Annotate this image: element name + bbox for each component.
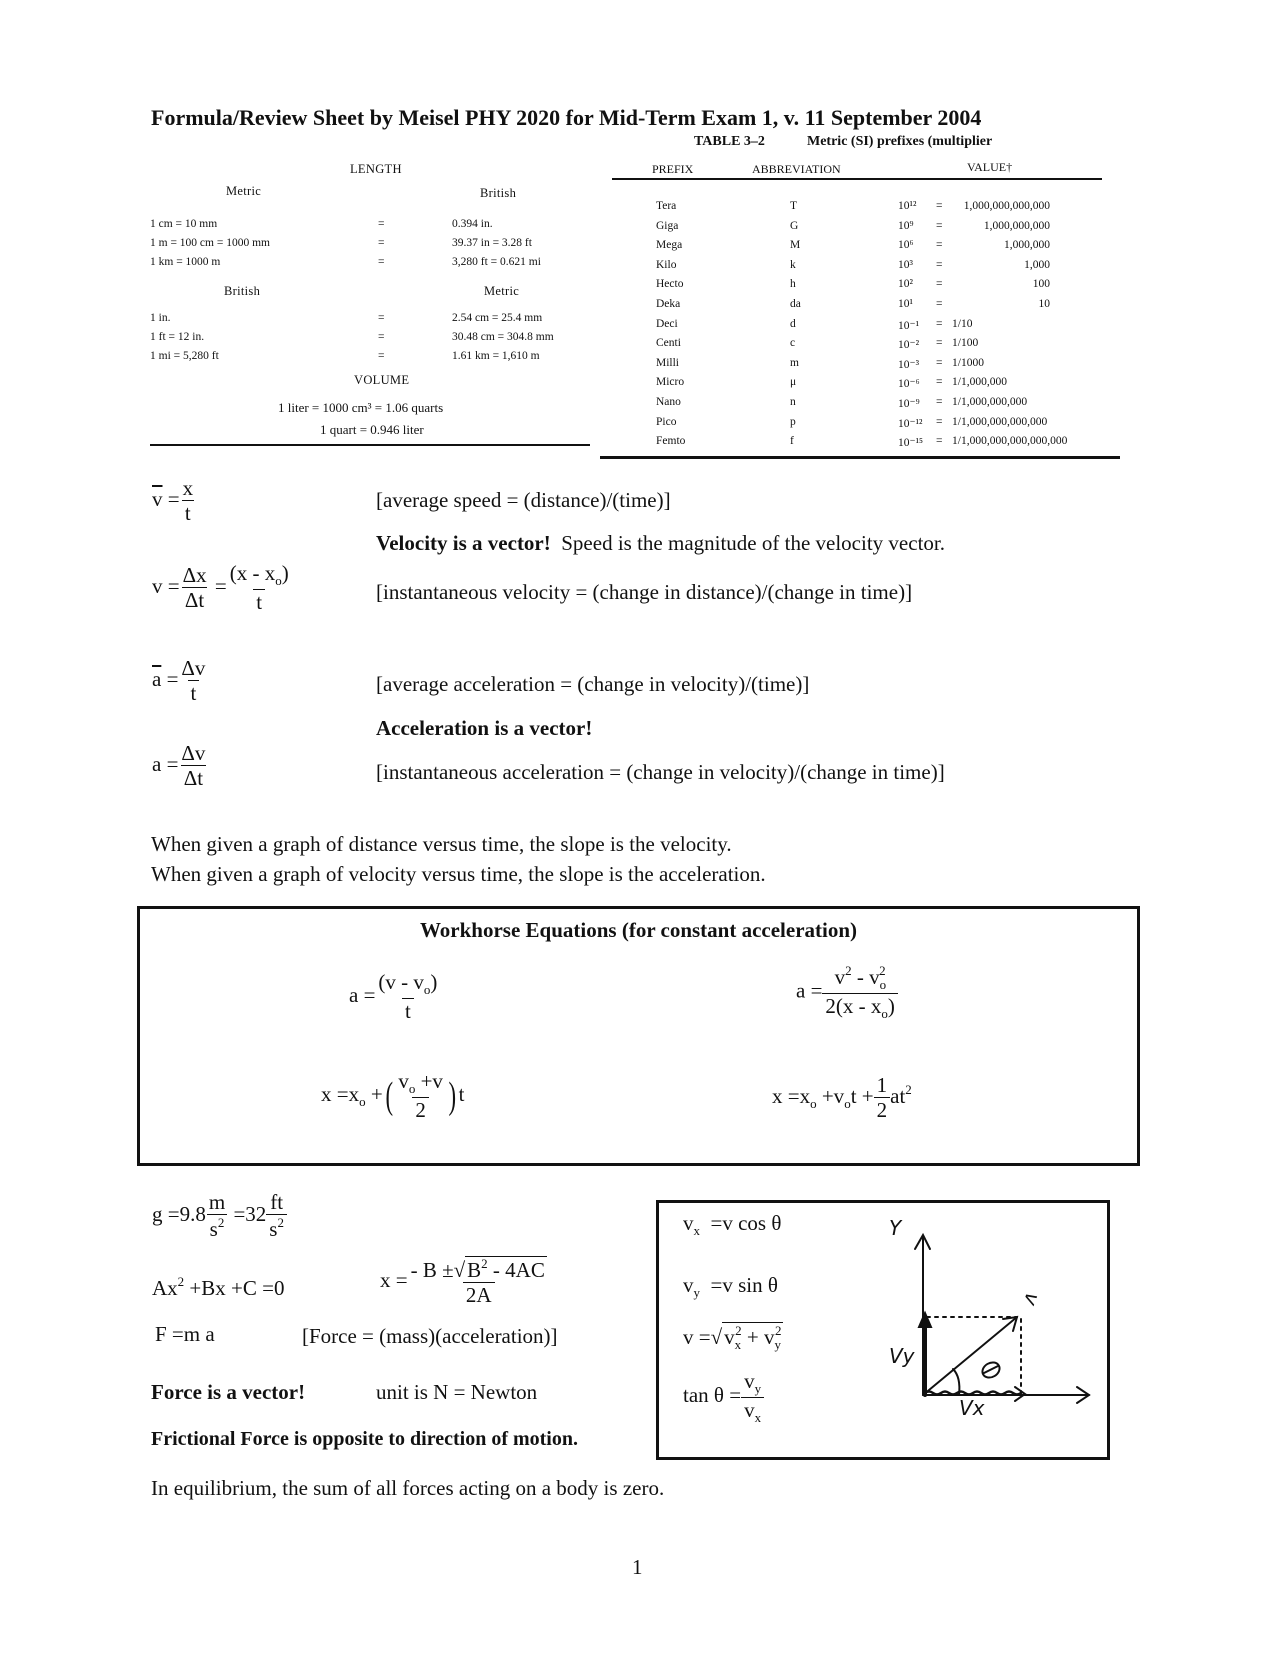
prefix-value: 1/10 [952,317,973,330]
formula-workhorse-position-quadratic: $x =x_o +v_ot$ + $\frac{1}{2}$ $at^2$ [772,1073,912,1123]
average-acceleration-description: [average acceleration = (change in velocity)/(time)] [376,672,810,696]
prefix-name: Nano [656,396,681,408]
prefix-value: 1/1,000,000,000,000,000 [952,435,1068,448]
prefix-power: 10¹² [898,200,917,212]
metric-label: Metric [226,184,262,198]
length-table [150,160,590,450]
metric-label-2: Metric [484,284,520,298]
british-label: British [480,186,517,200]
length-row-value: 0.394 in. [452,218,493,230]
velocity-vector-rest: Speed is the magnitude of the velocity vector. [561,531,945,555]
formula-newton-second-law: F =m a [155,1322,215,1346]
prefix-name: Pico [656,415,677,428]
formula-quadratic-solution: x = $\frac{- B \pm√B^2 - 4AC}{2A}$ [380,1256,545,1308]
formula-workhorse-position-average: $x =x_o$ +( $\frac{v_o +v}{2}$ ) t [321,1069,465,1122]
formula-v-magnitude: $v =√v_x^2 + v_y^2$ [683,1323,782,1352]
prefix-abbreviation: n [790,396,796,408]
prefix-name: Centi [656,337,681,350]
prefix-equals: = [936,337,943,350]
friction-note: Frictional Force is opposite to direction of motion. [151,1428,578,1450]
prefix-name: Hecto [656,278,684,291]
length-row-eq: = [378,350,385,362]
formula-workhorse-accel-time: a = $\frac{(v - v_o)}{t}$ [349,970,438,1023]
prefix-power: 10⁻¹ [898,319,920,332]
workhorse-title: Workhorse Equations (for constant acceleration) [419,918,858,942]
prefix-name: Kilo [656,258,677,271]
length-heading: LENGTH [350,162,402,176]
prefix-value: 1,000 [1024,258,1050,271]
prefix-equals: = [936,435,943,448]
prefix-abbreviation: μ [790,376,797,389]
length-row-value: 2.54 cm = 25.4 mm [452,312,543,324]
prefix-equals: = [936,258,943,271]
force-vector-note: Force is a vector! [151,1380,306,1404]
prefix-value: 10 [1038,298,1050,310]
prefix-value: 1/1,000,000,000,000 [952,415,1048,428]
prefix-value: 1/1,000,000 [952,376,1007,389]
table-rule [600,456,1120,459]
velocity-vector-note [376,531,945,556]
vector-components-box [656,1200,1110,1460]
formula-tan-theta: tan θ = $\frac{v_y}{v_x}$ [683,1369,764,1426]
vx-label: Vx [959,1396,985,1415]
prefix-abbreviation: p [790,415,796,428]
prefix-abbreviation: k [790,258,796,271]
length-row-eq: = [378,256,385,268]
prefix-power: 10⁻³ [898,358,920,371]
formula-average-acceleration: $\overline{a}$ = $\frac{\Delta v}{t}$ [152,656,206,706]
graph-note-distance: When given a graph of distance versus time, the slope is the velocity. [151,832,732,856]
prefix-power: 10³ [898,258,913,271]
prefix-equals: = [936,200,943,212]
page-number: 1 [632,1555,643,1579]
length-row-eq: = [378,312,385,324]
prefix-abbreviation: G [790,219,799,232]
prefix-equals: = [936,376,943,389]
formula-vx: $v_x =v$ cos θ [683,1211,782,1238]
vector-v-label: v [1018,1289,1046,1309]
prefix-power: 10¹ [898,298,913,310]
col-abbreviation: ABBREVIATION [752,162,841,176]
length-row-eq: = [378,237,385,249]
vector-v [923,1317,1017,1395]
prefix-value: 1,000,000,000 [983,219,1050,232]
equilibrium-note: In equilibrium, the sum of all forces acting on a body is zero. [151,1476,665,1500]
acceleration-vector-note: Acceleration is a vector! [376,716,593,740]
prefix-name: Femto [656,435,686,448]
formula-workhorse-accel-distance: a = $\frac{v^2 - v_o^2}{2(x - x_o)}$ [796,964,898,1022]
prefix-power: 10⁻⁹ [898,398,920,410]
prefix-equals: = [936,415,943,428]
length-row: 1 in. [150,312,171,324]
velocity-vector-bold: Velocity is a vector! [376,531,551,555]
vy-label: Vy [889,1344,915,1368]
formula-vy: $v_y =v$ sin θ [683,1273,778,1300]
vector-diagram [889,1215,1099,1415]
volume-line: 1 liter = 1000 cm³ = 1.06 quarts [278,400,444,415]
prefix-equals: = [936,317,943,330]
volume-heading: VOLUME [354,373,410,387]
length-row-eq: = [378,331,385,343]
prefix-power: 10² [898,278,913,291]
length-row-value: 3,280 ft = 0.621 mi [452,256,541,268]
prefix-abbreviation: M [790,239,801,252]
prefix-name: Tera [656,200,677,212]
y-axis-label: Y [889,1216,902,1240]
prefix-value: 1/1,000,000,000 [952,396,1028,408]
prefix-name: Mega [656,239,683,252]
prefix-name: Deka [656,298,681,310]
prefix-equals: = [936,298,943,310]
theta-symbol-bar [984,1366,998,1373]
prefix-abbreviation: m [790,356,799,369]
prefix-abbreviation: T [790,200,798,212]
prefix-name: Deci [656,317,678,330]
length-row: 1 m = 100 cm = 1000 mm [150,237,270,249]
prefix-equals: = [936,239,943,252]
prefix-name: Micro [656,376,685,389]
instantaneous-acceleration-description: [instantaneous acceleration = (change in velocity)/(change in time)] [376,760,945,784]
length-row: 1 km = 1000 m [150,256,221,268]
length-row-value: 1.61 km = 1,610 m [452,350,540,362]
prefix-value: 1,000,000,000,000 [963,200,1050,212]
prefix-value: 1,000,000 [1004,239,1050,252]
page-title: Formula/Review Sheet by Meisel PHY 2020 for Mid-Term Exam 1, v. 11 September 2004 [151,105,982,130]
prefix-table-title: TABLE 3–2 [694,134,765,149]
col-prefix: PREFIX [652,162,694,176]
prefix-abbreviation: h [790,278,796,291]
prefix-abbreviation: c [790,337,796,350]
prefix-power: 10⁻¹⁵ [898,437,924,450]
force-description: [Force = (mass)(acceleration)] [302,1324,558,1348]
prefix-equals: = [936,219,943,232]
prefix-abbreviation: f [790,435,794,448]
length-row-value: 39.37 in = 3.28 ft [452,237,532,249]
length-row-eq: = [378,218,385,230]
prefix-power: 10⁹ [898,219,914,232]
prefix-value: 100 [1032,278,1050,291]
formula-instantaneous-velocity: v = $\frac{\Delta x}{\Delta t}$ = $\frac{(x - x_o)}{t}$ [152,561,289,614]
vy-arrowhead [919,1313,931,1327]
volume-line: 1 quart = 0.946 liter [320,422,424,437]
col-value: VALUE† [967,160,1013,174]
prefix-value: 1/1000 [952,356,984,369]
table-rule [150,444,590,446]
instantaneous-velocity-description: [instantaneous velocity = (change in distance)/(change in time)] [376,580,913,604]
length-row: 1 mi = 5,280 ft [150,350,219,362]
prefix-equals: = [936,278,943,291]
table-rule [612,178,1102,180]
graph-note-velocity: When given a graph of velocity versus time, the slope is the acceleration. [151,862,766,886]
british-label-2: British [224,284,261,298]
prefix-name: Giga [656,219,679,232]
workhorse-equations-box [137,906,1140,1166]
formula-quadratic-equation: $Ax^2 +Bx +C =0$ [152,1274,285,1300]
prefix-table-subtitle: Metric (SI) prefixes (multiplier [807,134,993,149]
prefix-power: 10⁻² [898,339,920,352]
formula-average-speed: $\overline{v}$ = $\frac{x}{t}$ [152,476,194,526]
formula-instantaneous-acceleration: a = $\frac{\Delta v}{\Delta t}$ [152,741,206,791]
prefix-abbreviation: da [790,298,801,310]
theta-arc [953,1369,959,1395]
prefix-table [600,132,1120,472]
prefix-abbreviation: d [790,317,796,330]
prefix-power: 10⁻¹² [898,417,923,430]
prefix-equals: = [936,356,943,369]
prefix-name: Milli [656,356,680,369]
length-row: 1 cm = 10 mm [150,218,218,230]
formula-gravity: g =9.8 $\frac{m}{s^2}$ =32 $\frac{ft}{s^2}$ [152,1190,287,1242]
prefix-power: 10⁻⁶ [898,378,920,391]
force-unit-note: unit is N = Newton [376,1380,538,1404]
length-row-value: 30.48 cm = 304.8 mm [452,331,554,343]
average-speed-description: [average speed = (distance)/(time)] [376,488,671,512]
prefix-power: 10⁶ [898,239,914,252]
length-row: 1 ft = 12 in. [150,331,205,343]
prefix-value: 1/100 [952,337,979,350]
prefix-equals: = [936,396,943,408]
